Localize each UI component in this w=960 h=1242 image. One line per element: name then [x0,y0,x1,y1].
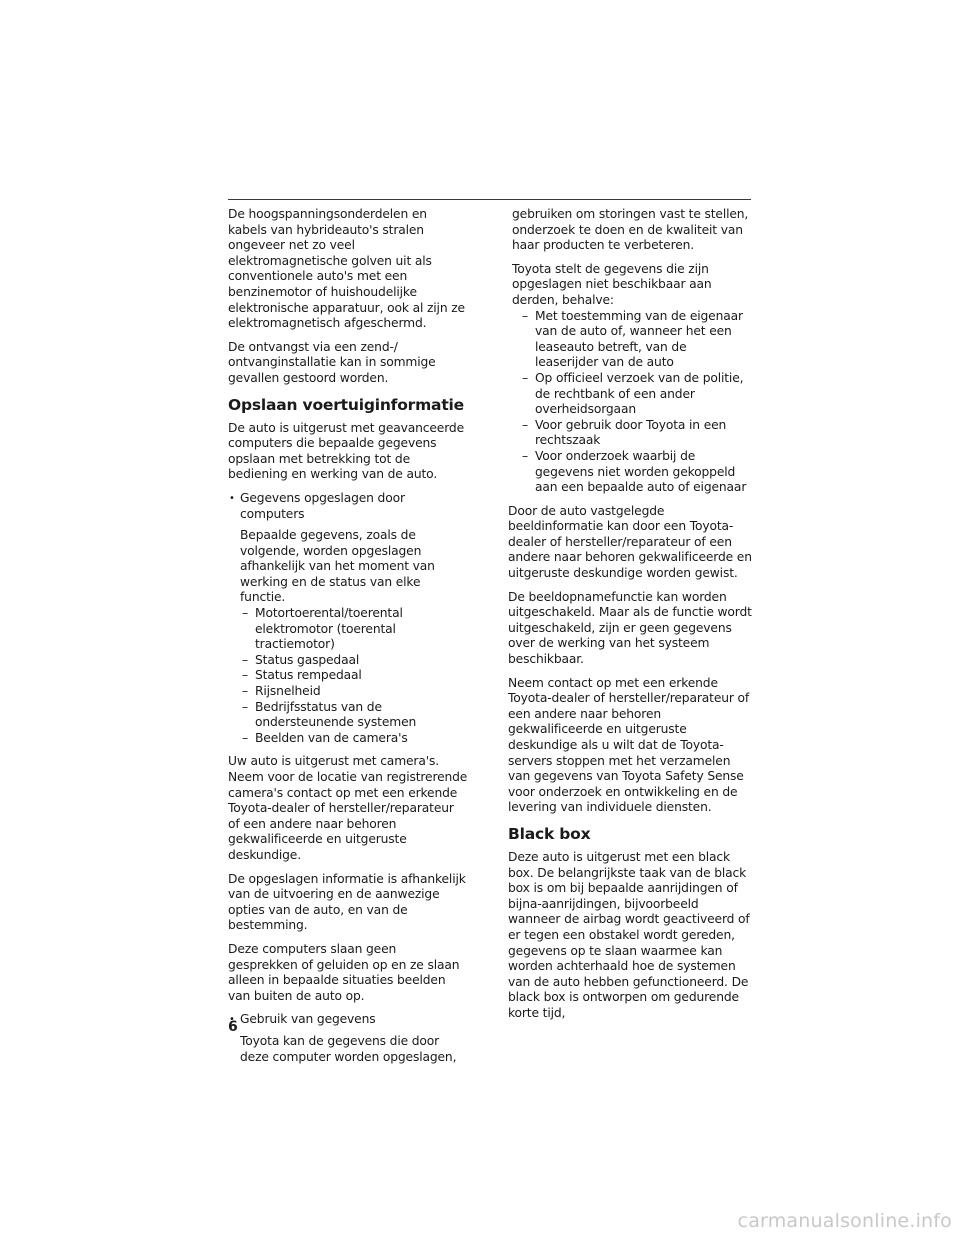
paragraph-hybrid-emissions: De hoogspanningsonderdelen en kabels van hybrideauto's stralen ongeveer net zo veel elektromagnetische golven uit als conventionele auto's met een benzinemotor of huishoudelijke elektronische apparatuur, ook al zijn ze elektromagnetisch afgeschermd. [228,207,465,331]
page-number: 6 [228,1019,238,1035]
list-item: – Bedrijfsstatus van de ondersteunende systemen [242,700,468,731]
paragraph-data-usage-cont: gebruiken om storingen vast te stellen, onderzoek te doen en de kwaliteit van haar producten te verbeteren. [512,207,749,253]
list-item: – Rijsnelheid [242,684,468,700]
list-item: – Status rempedaal [242,668,468,684]
list-item: – Met toestemming van de eigenaar van de auto of, wanneer het een leaseauto betreft, van de leaserijder van de auto [522,309,752,371]
list-item: – Voor onderzoek waarbij de gegevens niet worden gekoppeld aan een bepaalde auto of eigenaar [522,449,752,496]
exceptions-list [508,309,752,496]
list-item: – Beelden van de camera's [242,731,468,747]
paragraph-computers: De auto is uitgerust met geavanceerde computers die bepaalde gegevens opslaan met betrekking tot de bediening en werking van de auto. [228,420,464,482]
paragraph-reception: De ontvangst via een zend-/ ontvanginstallatie kan in sommige gevallen gestoord worden. [228,339,436,385]
list-item: – Motortoerental/toerental elektromotor (toerental tractiemotor) [242,606,468,653]
paragraph-stored-data: Bepaalde gegevens, zoals de volgende, worden opgeslagen afhankelijk van het moment van werking en de status van elke functie. [240,528,435,605]
right-column [508,207,752,1030]
bullet-data-usage: • Gebruik van gegevens [228,1012,468,1028]
paragraph-data-usage: Toyota kan de gegevens die door deze computer worden opgeslagen, [240,1033,457,1064]
paragraph-black-box: Deze auto is uitgerust met een black box. De belangrijkste taak van de black box is om bij bepaalde aanrijdingen of bijna-aanrijdingen, bijvoorbeeld wanneer de airbag wordt geactiveerd of er tegen een obstakel wordt gereden, gegevens op te slaan waarmee kan worden achterhaald hoe de systemen van de auto hebben gefunctioneerd. De black box is ontworpen om gedurende korte tijd, [508,849,750,1020]
paragraph-no-audio: Deze computers slaan geen gesprekken of geluiden op en ze slaan alleen in bepaalde situaties beelden van buiten de auto op. [228,941,460,1003]
paragraph-third-parties: Toyota stelt de gegevens die zijn opgeslagen niet beschikbaar aan derden, behalve: [512,261,712,307]
paragraph-image-delete: Door de auto vastgelegde beeldinformatie kan door een Toyota-dealer of hersteller/reparateur of een andere naar behoren gekwalificeerde en uitgeruste deskundige worden gewist. [508,503,752,581]
list-item: – Voor gebruik door Toyota in een rechtszaak [522,418,752,449]
watermark: carmanualsonline.info [737,1210,952,1232]
list-item: – Op officieel verzoek van de politie, de rechtbank of een ander overheidsorgaan [522,371,752,418]
bullet-stored-data: • Gegevens opgeslagen door computers [228,491,468,522]
heading-vehicle-data: Opslaan voertuiginformatie [228,395,464,414]
paragraph-options: De opgeslagen informatie is afhankelijk van de uitvoering en de aanwezige opties van de auto, en van de bestemming. [228,871,466,933]
paragraph-cameras: Uw auto is uitgerust met camera's. Neem voor de locatie van registrerende camera's contact op met een erkende Toyota-dealer of hersteller/reparateur of een andere naar behoren gekwalificeerde en uitgeruste deskundige. [228,754,468,862]
heading-black-box: Black box [508,824,591,843]
top-divider [228,199,751,200]
paragraph-disable-recording: De beeldopnamefunctie kan worden uitgeschakeld. Maar als de functie wordt uitgeschakeld, zijn er geen gegevens over de werking van het systeem beschikbaar. [508,589,752,667]
list-item: – Status gaspedaal [242,653,468,669]
paragraph-contact-dealer: Neem contact op met een erkende Toyota-dealer of hersteller/reparateur of een andere naar behoren gekwalificeerde en uitgeruste deskundige als u wilt dat de Toyota-servers stoppen met het verzamelen van gegevens van Toyota Safety Sense voor onderzoek en ontwikkeling en de levering van individuele diensten. [508,675,750,815]
stored-data-list [228,606,468,746]
left-column [228,207,468,1073]
